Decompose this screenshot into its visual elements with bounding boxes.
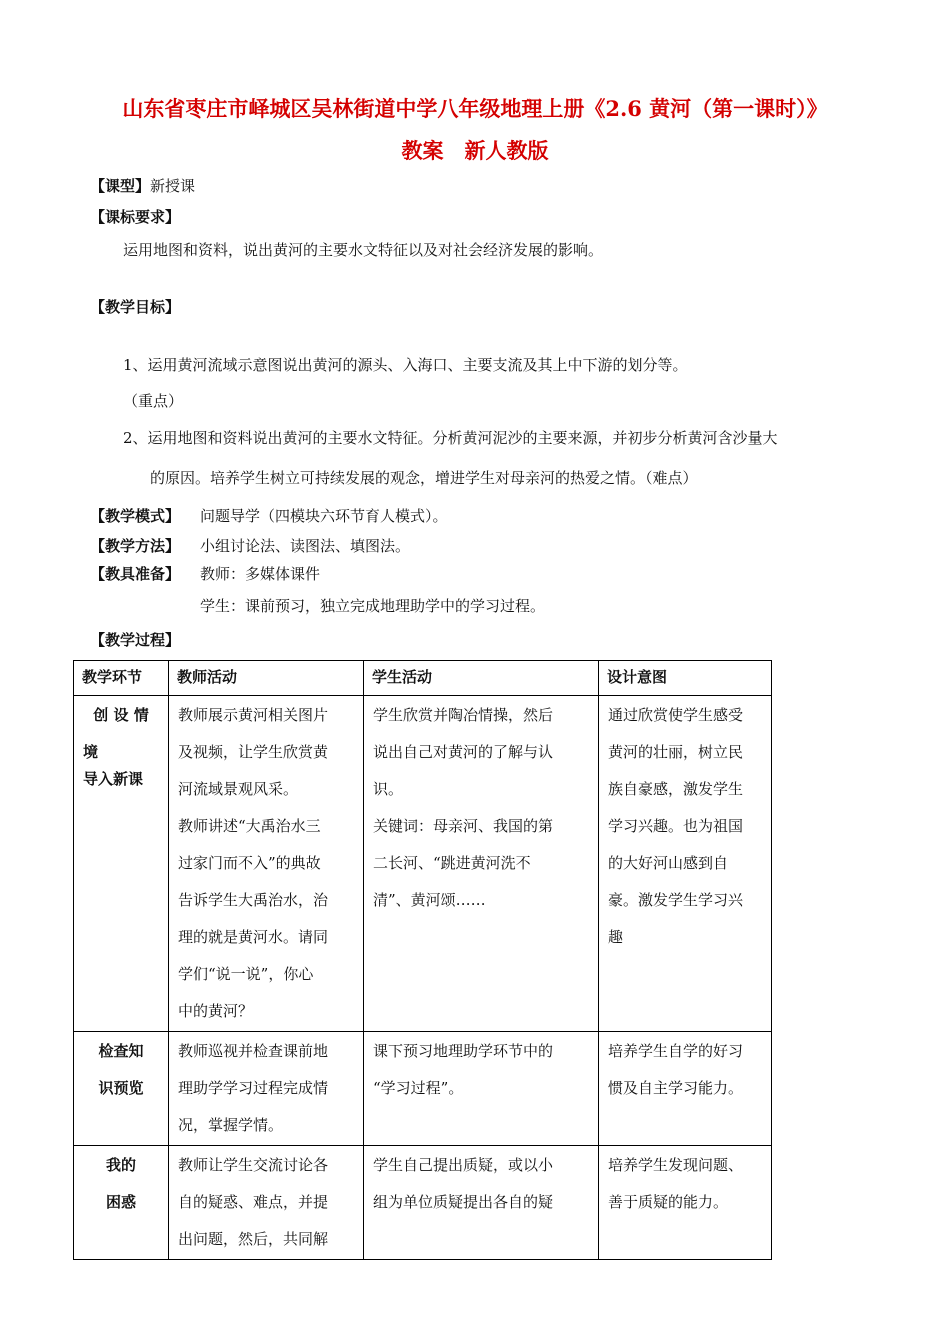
cell-line: 黄河的壮丽，树立民 — [608, 743, 744, 761]
course-type-label: 【课型】 — [90, 177, 151, 195]
cell-line: 通过欣赏使学生感受 — [608, 706, 744, 724]
table-row — [74, 1146, 772, 1260]
stage-line: 困惑 — [105, 1193, 136, 1211]
cell-line: 说出自己对黄河的了解与认 — [373, 743, 554, 761]
cell-line: 善于质疑的能力。 — [608, 1193, 729, 1211]
standard-label: 【课标要求】 — [90, 208, 181, 226]
stage-line: 检查知 — [98, 1042, 144, 1060]
table-row — [74, 1032, 772, 1146]
cell-line: 学们“说一说”，你心 — [178, 965, 314, 983]
cell-line: 教师讲述“大禹治水三 — [178, 817, 321, 835]
intent-cell — [599, 696, 772, 1032]
cell-line: 教师展示黄河相关图片 — [178, 706, 329, 724]
intent-cell — [599, 1146, 772, 1260]
cell-line: “学习过程”。 — [373, 1079, 464, 1097]
cell-line: 理的就是黄河水。请同 — [178, 928, 329, 946]
objective-2-line1: 2、运用地图和资料说出黄河的主要水文特征。分析黄河泥沙的主要来源，并初步分析黄河含沙量大 — [123, 429, 778, 447]
cell-line: 出问题，然后，共同解 — [178, 1230, 329, 1248]
student-cell — [364, 696, 599, 1032]
stage-cell — [74, 696, 169, 1032]
objectives-label: 【教学目标】 — [90, 298, 181, 316]
prep-teacher: 教师：多媒体课件 — [200, 565, 321, 583]
cell-line: 趣 — [608, 928, 624, 946]
cell-line: 中的黄河？ — [178, 1002, 254, 1020]
cell-line: 培养学生发现问题、 — [608, 1156, 744, 1174]
cell-line: 组为单位质疑提出各自的疑 — [373, 1193, 554, 1211]
cell-line: 的大好河山感到自 — [608, 854, 729, 872]
table-row — [74, 696, 772, 1032]
stage-line: 境 — [83, 743, 99, 761]
standard-text: 运用地图和资料，说出黄河的主要水文特征以及对社会经济发展的影响。 — [123, 241, 604, 259]
course-type-line — [90, 176, 195, 196]
mode-line — [90, 506, 448, 526]
stage-line: 识预览 — [98, 1079, 144, 1097]
objective-1-note: （重点） — [123, 392, 184, 410]
cell-line: 况，掌握学情。 — [178, 1116, 284, 1134]
cell-line: 学生欣赏并陶冶情操，然后 — [373, 706, 554, 724]
document-title-line2: 教案 新人教版 — [401, 138, 549, 163]
stage-line: 我的 — [105, 1156, 136, 1174]
teacher-cell — [169, 1032, 364, 1146]
teaching-process-table — [73, 660, 772, 1260]
cell-line: 识。 — [373, 780, 404, 798]
header-intent: 设计意图 — [599, 661, 772, 696]
student-cell — [364, 1032, 599, 1146]
stage-cell — [74, 1032, 169, 1146]
method-value: 小组讨论法、读图法、填图法。 — [200, 537, 411, 555]
cell-line: 豪。激发学生学习兴 — [608, 891, 744, 909]
course-type-value: 新授课 — [150, 177, 196, 195]
mode-label: 【教学模式】 — [90, 507, 181, 525]
cell-line: 关键词：母亲河、我国的第 — [373, 817, 554, 835]
objective-1: 1、运用黄河流域示意图说出黄河的源头、入海口、主要支流及其上中下游的划分等。 — [123, 356, 688, 374]
method-line — [90, 536, 410, 556]
objective-2-line2: 的原因。培养学生树立可持续发展的观念，增进学生对母亲河的热爱之情。（难点） — [150, 469, 698, 487]
prep-line — [90, 564, 320, 584]
prep-label: 【教具准备】 — [90, 565, 181, 583]
cell-line: 告诉学生大禹治水，治 — [178, 891, 329, 909]
stage-line: 创 设 情 — [93, 706, 149, 724]
cell-line: 清”、黄河颂…… — [373, 891, 486, 909]
document-title-line1: 山东省枣庄市峄城区吴林街道中学八年级地理上册《2.6 黄河（第一课时）》 — [122, 96, 828, 121]
cell-line: 理助学学习过程完成情 — [178, 1079, 329, 1097]
cell-line: 自的疑惑、难点，并提 — [178, 1193, 329, 1211]
header-teacher: 教师活动 — [169, 661, 364, 696]
stage-cell — [74, 1146, 169, 1260]
header-stage: 教学环节 — [74, 661, 169, 696]
method-label: 【教学方法】 — [90, 537, 181, 555]
intent-cell — [599, 1032, 772, 1146]
cell-line: 及视频，让学生欣赏黄 — [178, 743, 329, 761]
cell-line: 教师让学生交流讨论各 — [178, 1156, 329, 1174]
teacher-cell — [169, 1146, 364, 1260]
process-label: 【教学过程】 — [90, 631, 181, 649]
cell-line: 培养学生自学的好习 — [608, 1042, 744, 1060]
cell-line: 学习兴趣。也为祖国 — [608, 817, 744, 835]
teacher-cell — [169, 696, 364, 1032]
cell-line: 二长河、“跳进黄河洗不 — [373, 854, 531, 872]
prep-student: 学生：课前预习，独立完成地理助学中的学习过程。 — [200, 597, 546, 615]
mode-value: 问题导学（四模块六环节育人模式）。 — [200, 507, 448, 525]
stage-line: 导入新课 — [83, 770, 144, 788]
cell-line: 惯及自主学习能力。 — [608, 1079, 744, 1097]
header-student: 学生活动 — [364, 661, 599, 696]
table-header-row — [74, 661, 772, 696]
cell-line: 过家门而不入”的典故 — [178, 854, 321, 872]
cell-line: 族自豪感，激发学生 — [608, 780, 744, 798]
cell-line: 课下预习地理助学环节中的 — [373, 1042, 554, 1060]
cell-line: 教师巡视并检查课前地 — [178, 1042, 329, 1060]
cell-line: 河流域景观风采。 — [178, 780, 299, 798]
student-cell — [364, 1146, 599, 1260]
cell-line: 学生自己提出质疑，或以小 — [373, 1156, 554, 1174]
